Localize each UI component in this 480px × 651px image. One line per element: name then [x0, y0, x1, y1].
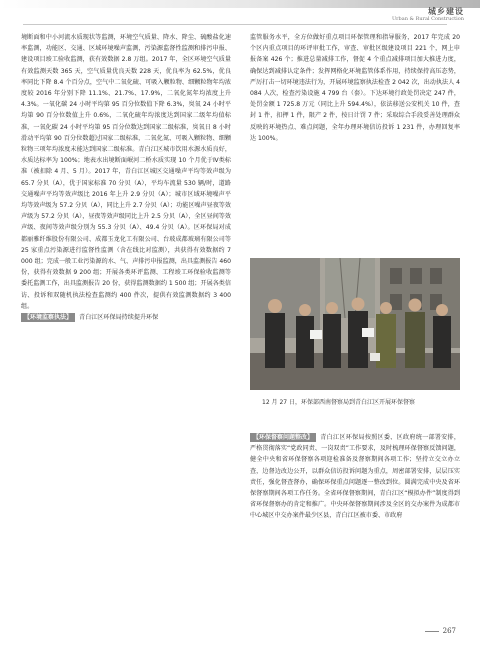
paragraph-enforcement-cont: 监管服务水平，全方位做好重点项目环保管理和指导服务，2017 年完成 20 个区内重点项目的环评审批工作，审查、审批区级建设项目 221 个，网上申报备案 426 个；推进总量减排工作，督促 4 个重点减排项目加大推进力度，确保达到减排认定条件；发挥网格化环境监管体系作用，持续保持高压态势，严厉打击一切环境违法行为，开展环境监察执法检查 2 042 次，出动执法人 4 084 人次，检查污染设施 4 799 台（套）。下达环境行政处罚决定 247 件，处罚金额 1 725.8 万元（同比上升 594.4%），依法移送公安机关 10 件，查封 1 件，扣押 1 件，限产 2 件，按日计罚 7 件；采取综合手段妥善处理群众反映的环境热点、难点问题，全年办理环境信访投诉 1 231 件，办理回复率达 100%。	[250, 34, 460, 142]
header-gradient-bar	[0, 0, 480, 8]
left-column	[21, 32, 231, 323]
page-number: 267	[425, 627, 456, 635]
photo-caption: 12 月 27 日，环保部西南督察局到青白江区开展环保督察	[262, 399, 415, 406]
paragraph-enforcement-start	[21, 312, 231, 323]
section-title-english: Urban & Rural Construction	[391, 16, 464, 22]
page-header	[0, 0, 480, 26]
inspection-photo	[250, 258, 460, 390]
paragraph-text: 青白江区环保局按照区委、区政府统一部署安排，严格贯彻落实“党政同责、一岗双责”工作要求，及时梳理环保督察反馈问题，健全中央和省环保督察各项迎检准备及督察期间各项工作；坚持立交立办立查，边督边改边公开，以群众信访投诉问题为重点，周密部署安排，层层压实责任，强化督查督办，确保环保重点问题逐一整改到位。圆满完成中央及省环保督察期间各项工作任务。全省环保督察期间，青白江区“模拟办件”制度得到省环保督察办的肯定和推广。中央环保督察期间涉及全区的交办案件为成都市中心城区中交办案件最少区县，青白江区被市委、市政府	[250, 434, 460, 520]
paragraph-monitoring: 境断面和中小河流水质现状等监测，环境空气质量、降水、降尘、硫酸盐化速率监测，功能区、交通、区域环境噪声监测，污染源监督性监测和排污申报、建设项目竣工验收监测，获有效数据 2.8 万组。2017 年，全区环境空气质量有效监测天数 365 天，空气质量优良天数 228 天，优良率为 62.5%，优良率同比下降 8.4 个百分点，空气中二氧化硫、可吸入颗粒物、细颗粒物年均浓度较 2016 年分别下降 11.1%、21.7%、17.9%，二氧化氮年均浓度上升 4.3%。一氧化碳 24 小时平均第 95 百分位数值下降 6.3%，臭氧 24 小时平均第 90 百分位数值上升 0.6%，二氧化硫年均浓度达到国家二级年均值标准，一氧化碳 24 小时平均第 95 百分位数达到国家二级标准，臭氧日 8 小时滑动平均第 90 百分位数超过国家二级标准，二氧化氮、可吸入颗粒物、细颗粒物三项年均浓度未能达到国家二级标准。青白江区城市饮用水源水质良好，水质达标率为 100%；地表水出境断面岷河二桥水质实现 10 个月优于Ⅳ类标准（被扣除 4 月、5 月）。2017 年，青白江区城区交通噪声平均等效声级为 65.7 分贝（A），优于国家标准 70 分贝（A），平均车流量 530 辆/时，道路交通噪声平均等效声级比 2016 年上升 2.9 分贝（A）；城市区域环境噪声平均等效声级为 57.2 分贝（A），同比上升 2.7 分贝（A）；功能区噪声昼夜等效声级为 57.2 分贝（A），昼夜等效声级同比上升 2.5 分贝（A），全区昼间等效声级、夜间等效声级分别为 55.3 分贝（A）、49.4 分贝（A）。区环保局对成都丽雅纤维股份有限公司、成都玉龙化工有限公司、台玻成都玻璃有限公司等 25 家重点污染源进行监督性监测（含在线比对监测），共获得有效数据约 7 000 组；完成一般工业污染源的水、气、声排污申报监测，出具监测报告 460 份，获得有效数据 9 200 组；开展各类环评监测、工程竣工环保验收监测等委托监测工作，出具监测报告 20 份，获得监测数据约 1 500 组；开展各类信访、投诉和双随机执法检查监测约 400 件次，提供有效监测数据约 3 400 组。	[21, 34, 231, 310]
right-column-bottom	[250, 432, 460, 522]
right-column-top	[250, 32, 460, 144]
header-rule	[23, 24, 447, 25]
section-tag-rectification: 【环保督察问题整改】	[250, 433, 316, 442]
paragraph-text: 青白江区环保局持续提升环保	[79, 314, 159, 322]
section-tag-enforcement: 【环境监察执法】	[21, 313, 75, 322]
paragraph-inspection-rectification	[250, 432, 460, 522]
photo-illustration	[250, 258, 460, 390]
section-title: 城乡建设	[428, 7, 464, 16]
